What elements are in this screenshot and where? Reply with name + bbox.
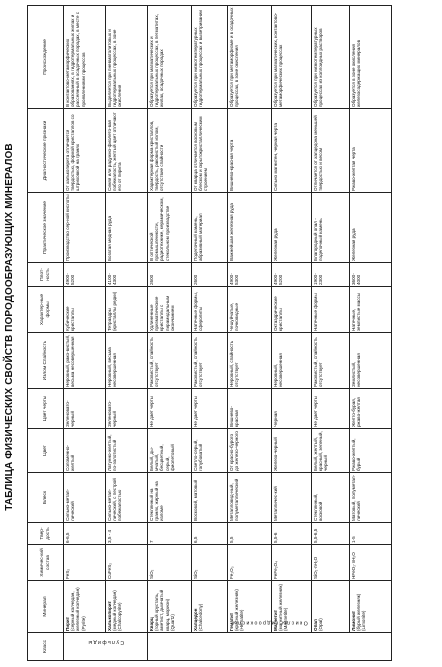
mineral-name: Кварц [149,617,154,631]
cell-fracture: Раковистый, спайность отсутствует [192,333,228,389]
cell-color: От красно-бурого до железо-черного [228,429,272,473]
table-row [64,6,106,661]
cell-formula: SiO₂ [148,545,192,581]
cell-luster: Матовый, полуметал-лический [350,473,392,523]
cell-forms: Октаэдрические кристаллы [272,287,312,333]
cell-hardness: 6,5 [192,523,228,545]
cell-formula: SiO₂·nH₂O [312,545,350,581]
mineral-synonyms: (магнитный железняк) (Magnetite) [278,583,289,631]
mineral-name: Опал [313,619,318,631]
cell-use: Производство сер-ной кислоты [64,193,106,263]
cell-use: В оптической промышленности, радиотехнике, керамическом, стекольном производстве [148,193,192,263]
cell-hardness: 1-5 [350,523,392,545]
cell-fracture: Неровный, рако-вистый, весьма несовершенная [64,333,106,389]
mineral-name-cell [148,581,192,633]
cell-hardness: 5,5-6 [272,523,312,545]
cell-color: Светло-серый, голубоватый [192,429,228,473]
cell-streak: Зеленовато-черный [64,389,106,429]
cell-density: 4900-5200 [64,263,106,287]
cell-use: Поделочный камень, абразивный материал [192,193,228,263]
cell-fracture: Неровный, спайность отсутствует [228,333,272,389]
mineral-synonyms: (серный колчедан, железный колчедан) (Pyrite) [70,587,86,631]
cell-luster: Металловид-ный, полуметаллический [228,473,272,523]
cell-streak: Черная [272,389,312,429]
mineral-name-cell [350,581,392,633]
class-label: Сульфиды [87,639,125,646]
cell-forms: Чешуйчатые, почковидные [228,287,272,333]
cell-color: Латунно-желтый, по-золотистый [106,429,148,473]
col-header: Класс [28,633,64,661]
col-header: Цвет черты [28,389,64,429]
col-header: Твер-дость [28,523,64,545]
cell-formula: SiO₂ [192,545,228,581]
mineral-name: Магнетит [273,610,278,631]
mineral-name-cell [192,581,228,633]
cell-formula: FeS₂ [64,545,106,581]
col-header: Минерал [28,581,64,633]
cell-hardness: 3,5 - 4 [106,523,148,545]
cell-formula: CuFeS₂ [106,545,148,581]
col-header: Диагностические признаки [28,109,64,193]
cell-luster: Стеклянный, восковой [312,473,350,523]
cell-fracture: Неровный, весьма несовершенная [106,333,148,389]
cell-streak: Не дает черты [148,389,192,429]
cell-streak: Вишнево-красная [228,389,272,429]
cell-forms: Тетраэдры (кристаллы редки) [106,287,148,333]
cell-density: 1900-2300 [312,263,350,287]
mineral-name-cell [64,581,106,633]
col-header: Плот-ность [28,263,64,287]
cell-streak: Зеленовато-черный [106,389,148,429]
cell-use: Богатая медная руда [106,193,148,263]
cell-origin: Образуется при магматических, контактово-метаморфических процессах [272,6,312,109]
cell-hardness: 7 [148,523,192,545]
mineral-synonyms: (Chalcedony) [198,603,204,631]
mineral-name: Пирит [65,616,70,631]
cell-color: Железо-черный [272,429,312,473]
cell-diag: Характерная форма кристаллов, твердость, раковистый излом, отсутствие спайности [148,109,192,193]
cell-fracture: Землистый, несовершенная [350,333,392,389]
cell-formula: HFeO₂·nH₂O [350,545,392,581]
cell-fracture: Раковистый, спайность отсутствует [148,333,192,389]
mineral-name-cell [312,581,350,633]
cell-color: Белый, ды-мчатый, бесцветный, серый, фиолетовый [148,429,192,473]
cell-color: Ржаво-желтый, бурый [350,429,392,473]
table-row [272,6,312,661]
table-row [350,6,392,661]
col-header: Химичес-кий состав [28,545,64,581]
cell-density: 3600-4000 [350,263,392,287]
col-header: Цвет [28,429,64,473]
cell-luster: Металличес-кий [272,473,312,523]
cell-fracture: Неровный, несовершенная [272,333,312,389]
table-row [148,6,192,661]
mineral-name: Халцедон [193,608,198,631]
col-header: Характер-ные формы [28,287,64,333]
header-row [28,6,64,661]
cell-diag: От кварца отличается восковым блеском и скрытокристаллическим строением [192,109,228,193]
cell-formula: FeFe₂O₄ [272,545,312,581]
cell-streak: Не дает черты [312,389,350,429]
minerals-table [27,5,392,661]
mineral-synonyms: (красный железняк) (Hematite) [234,589,245,631]
cell-origin: Образуется в зоне окисления железосодержащих минералов [350,6,392,109]
cell-diag: Отличается от халцедона меньшей твердостью и весом [312,109,350,193]
cell-diag: Вишнево-красная черта [228,109,272,193]
mineral-synonyms: (медный колчедан) (Chalcopyrite) [112,590,123,631]
cell-density: 2600 [148,263,192,287]
cell-origin: В контактово-метаморфических образованиях, в гидротермальных жилах и рассеянный в осадочных породах, в месте с проявлениями процессов [64,6,106,109]
cell-origin: Образуется при метаморфизме и в осадочных процессах, в зоне окисления [228,6,272,109]
cell-origin: Образуется при магматических и гидротермальных процессах, в пегматитах, жилах, осадочных породах [148,6,192,109]
table-body [64,6,392,661]
table-row [228,6,272,661]
cell-origin: Образуется при низкотемпературных процессах из коллоидных растворов [312,6,350,109]
mineral-name: Халькопирит [107,601,112,631]
cell-hardness: 5,5-6,5 [312,523,350,545]
cell-density: 4900-5200 [272,263,312,287]
cell-forms: Натечные формы [312,287,350,333]
table-title: ТАБЛИЦА ФИЗИЧЕСКИХ СВОЙСТВ ПОРОДООБРАЗУЮЩИХ МИНЕРАЛОВ [4,143,15,511]
col-header: Излом Спайность [28,333,64,389]
table-row [312,6,350,661]
cell-use: Железная руда [272,193,312,263]
col-header: Практическое значение [28,193,64,263]
cell-streak: Желто-бурая, ржаво-желтая [350,389,392,429]
mineral-synonyms: (бурый железняк) (Limonite) [356,593,367,631]
cell-use: Железная руда [350,193,392,263]
mineral-synonyms: (Opal) [318,618,324,631]
cell-forms: Натечные формы, сферолиты [192,287,228,333]
cell-forms: Натечные, землистые массы [350,287,392,333]
cell-color: Соломенно-желтый [64,429,106,473]
col-header: Блеск [28,473,64,523]
cell-fracture: Раковистый, спайность отсутствует [312,333,350,389]
cell-color: Белый, желтый, красный, зеленый, черный [312,429,350,473]
col-header: Происхождение [28,6,64,109]
cell-streak: Не дает черты [192,389,228,429]
table-row [106,6,148,661]
cell-formula: Fe₂O₃ [228,545,272,581]
class-label: Окислы гидроокислы [231,619,309,626]
cell-forms: Кубические кристаллы [64,287,106,333]
cell-forms: Удлиненные призматические кристаллы с пирамидальным окончанием [148,287,192,333]
mineral-name: Лимонит [351,610,356,631]
mineral-synonyms: (горный хрусталь, аметист, дымчатый кварц, морион) (Quartz) [154,589,175,631]
cell-luster: Сильно-метал-лический, с пестрой побежалостью [106,473,148,523]
table-row [192,6,228,661]
cell-use: Благородный опал - поделочный камень [312,193,350,263]
cell-density: 2600 [192,263,228,287]
cell-hardness: 6-6,5 [64,523,106,545]
cell-origin: Образуется при низкотемпературных гидротермальных процессах и выветривании [192,6,228,109]
cell-luster: Восковой, матовый [192,473,228,523]
cell-use: Важнейшая железная руда [228,193,272,263]
mineral-name: Гематит [229,612,234,631]
cell-luster: Сильно-метал-лический [64,473,106,523]
cell-luster: Стеклянный на гранях, жирный на изломе [148,473,192,523]
cell-origin: Выделяется при пневматолитовых и гидротермальных процессах, в зоне окисления [106,6,148,109]
cell-diag: Сильно магнитен, черная черта [272,109,312,193]
cell-diag: От халькопирита отличается твердостью, формой кристаллов со штриховкой на гранях [64,109,106,193]
mineral-name-cell [106,581,148,633]
cell-diag: Ржаво-желтая черта [350,109,392,193]
class-cell [64,633,148,661]
cell-density: 4900-5300 [228,263,272,287]
cell-diag: Синяя или радужно-фиолето-вая побежалость, желтый цвет отличают его от пирита [106,109,148,193]
cell-density: 4100-4300 [106,263,148,287]
cell-hardness: 5,5 [228,523,272,545]
